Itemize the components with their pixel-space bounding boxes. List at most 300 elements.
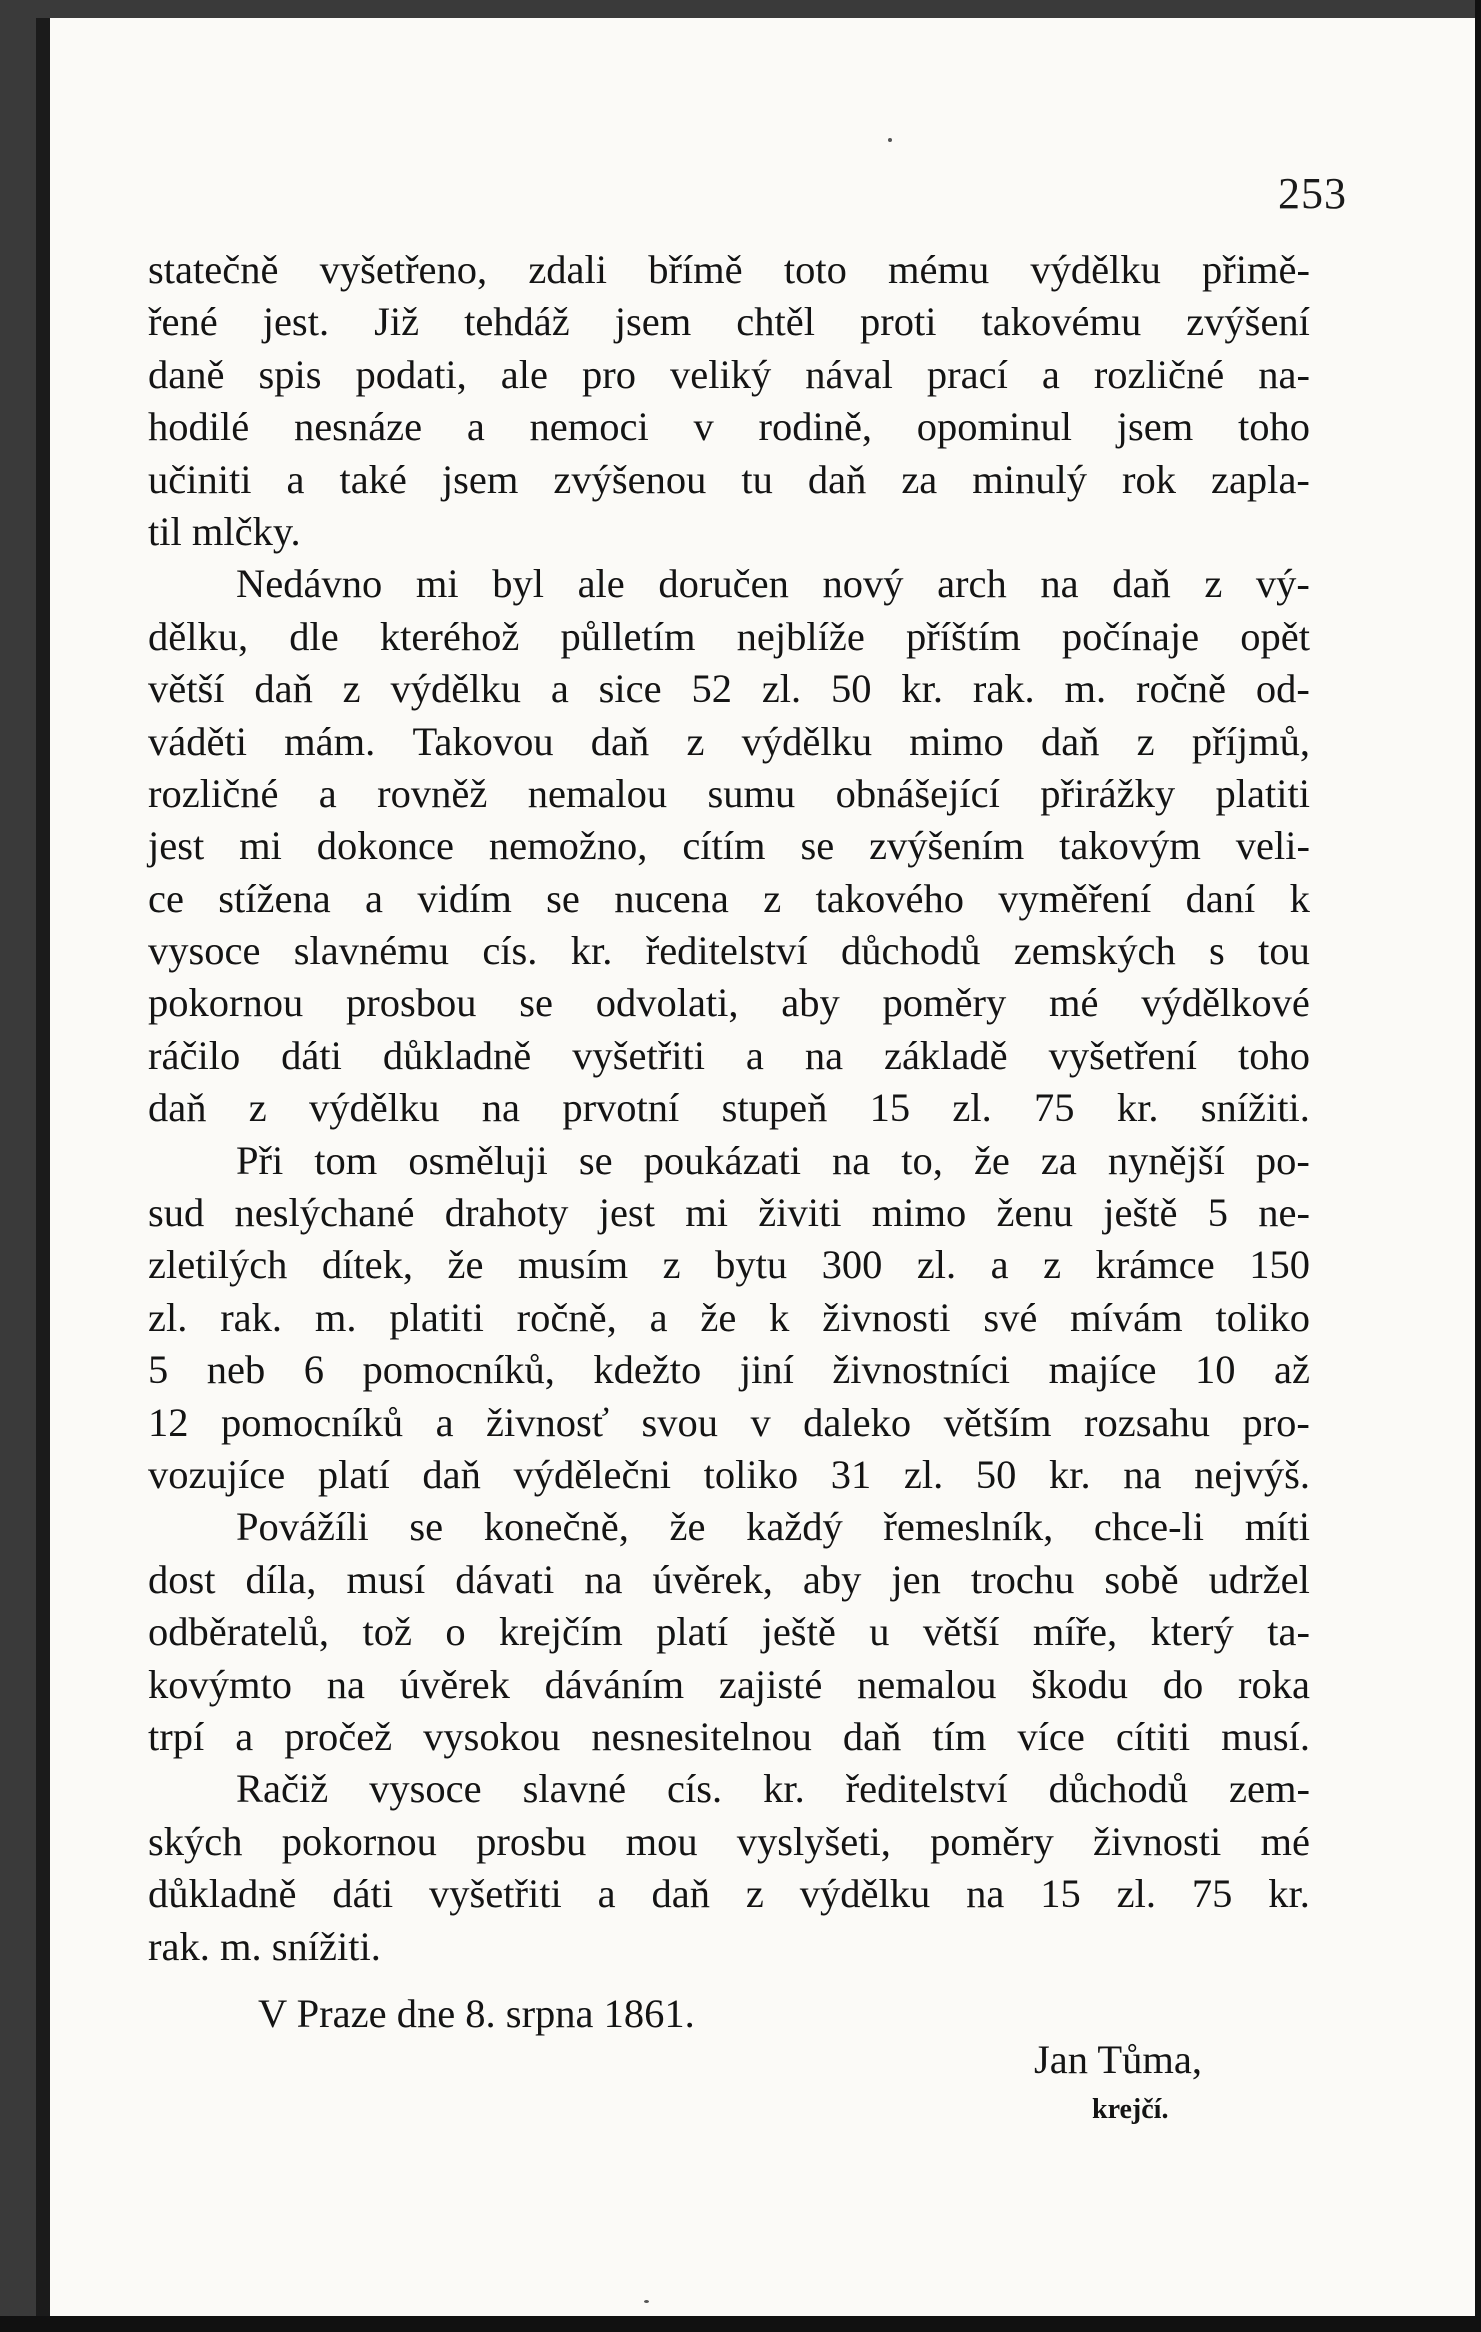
word: také <box>339 456 407 502</box>
word: z <box>662 1242 681 1288</box>
word: řené <box>148 299 218 345</box>
text-line <box>148 611 1310 663</box>
word: toto <box>783 247 847 292</box>
word: vysoce <box>369 1766 482 1812</box>
word: pro- <box>1242 1399 1310 1445</box>
word: ročně <box>1136 666 1226 712</box>
word: odvolati, <box>595 980 739 1026</box>
word: cítím <box>682 823 766 869</box>
word: rozličné <box>1093 351 1225 397</box>
word: ale <box>577 561 625 607</box>
word: krejčím <box>499 1609 623 1655</box>
word: zvýšení <box>1186 299 1310 345</box>
scan-speck <box>644 2300 649 2303</box>
word: ce <box>148 875 184 921</box>
word: příštím <box>905 613 1021 659</box>
word: kdežto <box>593 1347 702 1393</box>
word: z <box>1043 1242 1062 1288</box>
word: prací <box>926 351 1008 397</box>
word: na <box>804 1032 844 1078</box>
word: a <box>597 1871 616 1917</box>
word: na <box>966 1871 1005 1917</box>
word: nemoci <box>529 404 649 450</box>
word: nemožno, <box>488 823 648 869</box>
word: byl <box>492 561 544 607</box>
word: rak. <box>972 666 1035 712</box>
word: 5 <box>148 1347 169 1393</box>
word: musí. <box>1221 1713 1310 1759</box>
word: jsem <box>441 456 519 502</box>
word: podati, <box>355 351 467 397</box>
word: po- <box>1255 1137 1310 1183</box>
word: že <box>669 1504 706 1550</box>
word: nucena <box>614 875 729 921</box>
word: snížiti. <box>1200 1085 1310 1131</box>
word: rok <box>1122 456 1176 502</box>
word: vyšetřiti <box>572 1032 705 1078</box>
word: na <box>1123 1451 1162 1497</box>
word: toliko <box>1215 1294 1310 1340</box>
word: sud <box>148 1190 205 1236</box>
word: tou <box>1258 928 1310 974</box>
word: tom <box>314 1137 378 1183</box>
word: cís. <box>482 928 538 974</box>
word: vyměření <box>998 875 1152 921</box>
word: 12 <box>148 1399 189 1445</box>
word: stížena <box>218 875 331 921</box>
word: a <box>235 1713 254 1759</box>
scan-speck <box>888 138 892 142</box>
word: neb <box>206 1347 266 1393</box>
word: mimo <box>871 1190 967 1236</box>
word: své <box>983 1294 1038 1340</box>
word: se <box>800 823 835 869</box>
word: v <box>750 1399 771 1445</box>
word: rak. <box>220 1294 283 1340</box>
word: do <box>1162 1661 1204 1707</box>
word: větší <box>922 1609 1000 1655</box>
word: tož <box>362 1609 412 1655</box>
word: váděti <box>148 718 247 764</box>
word: svou <box>641 1399 719 1445</box>
word: míti <box>1244 1504 1310 1550</box>
word: pro <box>582 351 636 397</box>
word: nynější <box>1107 1137 1225 1183</box>
word: sice <box>598 666 662 712</box>
word: cítiti <box>1115 1713 1191 1759</box>
word: z <box>1204 561 1223 607</box>
word: musím <box>517 1242 629 1288</box>
word: živnostníci <box>832 1347 1011 1393</box>
word: a <box>435 1399 454 1445</box>
word: rak. <box>148 1923 210 1969</box>
word: z <box>763 875 782 921</box>
word: takovým <box>1059 823 1201 869</box>
word: 75 <box>1191 1871 1233 1917</box>
word: k <box>769 1294 790 1340</box>
word: a <box>318 770 337 816</box>
word: na- <box>1258 351 1310 397</box>
word: Takovou <box>412 718 554 764</box>
word: ta- <box>1267 1609 1310 1655</box>
word: škodu <box>1031 1661 1129 1707</box>
word: k <box>1289 875 1310 921</box>
word: zl. <box>761 666 802 712</box>
text-line <box>148 873 1310 925</box>
word: díla, <box>245 1556 317 1602</box>
word: opět <box>1240 613 1310 659</box>
word: výdělkové <box>1141 980 1310 1026</box>
word: jest <box>598 1190 655 1236</box>
text-line <box>148 1344 1310 1396</box>
word: platí <box>317 1451 390 1497</box>
word: vyšetřeno, <box>319 247 488 292</box>
word: poukázati <box>643 1137 802 1183</box>
word: se <box>546 875 580 921</box>
word: půlletím <box>560 613 696 659</box>
signature-name: Jan Tůma, <box>1034 2037 1202 2082</box>
text-line <box>148 1921 1310 1973</box>
word: daň <box>1112 561 1171 607</box>
word: toho <box>1237 404 1310 450</box>
text-line <box>148 1711 1310 1763</box>
word: ráčilo <box>148 1032 241 1078</box>
body-text <box>148 244 1310 1973</box>
word: ještě <box>1103 1190 1178 1236</box>
word: platiti <box>1215 770 1310 816</box>
word: na <box>832 1137 871 1183</box>
word: arch <box>937 561 1007 607</box>
word: daň <box>651 1871 710 1917</box>
word: mé <box>1260 1818 1310 1864</box>
text-line <box>148 1501 1310 1553</box>
text-line <box>148 1816 1310 1868</box>
word: 75 <box>1034 1085 1075 1131</box>
word: veli- <box>1235 823 1310 869</box>
word: daleko <box>803 1399 912 1445</box>
word: prosbu <box>476 1818 587 1864</box>
word: vidím <box>417 875 512 921</box>
word: bytu <box>715 1242 788 1288</box>
word: z <box>745 1871 764 1917</box>
word: snížiti. <box>271 1923 381 1969</box>
word: a <box>649 1294 668 1340</box>
text-line <box>148 1030 1310 1082</box>
word: daň <box>590 718 650 764</box>
word: větším <box>943 1399 1052 1445</box>
word: 15 <box>1040 1871 1081 1917</box>
word: pokornou <box>281 1818 437 1864</box>
word: dítek, <box>321 1242 414 1288</box>
text-line <box>148 1659 1310 1711</box>
word: spis <box>258 351 322 397</box>
word: mám. <box>284 718 376 764</box>
word: se <box>578 1137 613 1183</box>
word: mívám <box>1070 1294 1183 1340</box>
word: mi <box>239 823 282 869</box>
text-line <box>148 1554 1310 1606</box>
word: prvotní <box>562 1085 680 1131</box>
word: mému <box>887 247 990 292</box>
place-date-line: V Praze dne 8. srpna 1861. <box>258 1991 695 2036</box>
word: dělku, <box>148 613 249 659</box>
word: pokornou <box>148 980 304 1026</box>
word: til <box>148 508 182 554</box>
word: zem- <box>1229 1766 1310 1812</box>
word: stupeň <box>721 1085 828 1131</box>
word: daň <box>254 666 313 712</box>
word: to, <box>901 1137 943 1183</box>
word: který <box>1150 1609 1234 1655</box>
text-line <box>148 454 1310 506</box>
word: na <box>326 1661 365 1707</box>
word: nesnesitelnou <box>591 1713 812 1759</box>
word: od- <box>1255 666 1310 712</box>
word: kr. <box>1268 1871 1310 1917</box>
word: z <box>248 1085 267 1131</box>
word: 31 <box>830 1451 872 1497</box>
word: 15 <box>869 1085 911 1131</box>
word: důkladně <box>382 1032 532 1078</box>
text-line <box>148 925 1310 977</box>
word: z <box>1136 718 1155 764</box>
word: vozujíce <box>148 1451 286 1497</box>
word: Povážíli <box>236 1504 369 1550</box>
text-line <box>148 1868 1310 1920</box>
word: 50 <box>975 1451 1017 1497</box>
word: příjmů, <box>1191 718 1310 764</box>
word: učiniti <box>148 456 252 502</box>
word: z <box>342 666 361 712</box>
word: jen <box>891 1556 941 1602</box>
word: zemských <box>1013 928 1176 974</box>
word: s <box>1209 928 1225 974</box>
word: mi <box>685 1190 728 1236</box>
word: 5 <box>1207 1190 1228 1236</box>
word: a <box>286 456 305 502</box>
word: se <box>409 1504 444 1550</box>
word: m. <box>1064 666 1107 712</box>
text-line <box>148 401 1310 453</box>
word: toho <box>1237 1032 1310 1078</box>
word: m. <box>314 1294 357 1340</box>
word: tu <box>741 456 773 502</box>
word: aby <box>802 1556 862 1602</box>
word: obnášející <box>835 770 1000 816</box>
word: daně <box>148 351 225 397</box>
text-line <box>148 1397 1310 1449</box>
word: daní <box>1185 875 1256 921</box>
word: sumu <box>707 770 796 816</box>
word: dáti <box>281 1032 342 1078</box>
word: nejblíže <box>736 613 865 659</box>
word: kteréhož <box>379 613 520 659</box>
word: kr. <box>1048 1451 1091 1497</box>
word: zl. <box>903 1451 944 1497</box>
word: a <box>550 666 569 712</box>
word: zl. <box>952 1085 992 1131</box>
text-line <box>148 663 1310 715</box>
word: zvýšením <box>869 823 1025 869</box>
word: nemalou <box>527 770 668 816</box>
word: kr. <box>1116 1085 1159 1131</box>
word: a <box>990 1242 1009 1288</box>
scan-edge-bottom <box>0 2316 1481 2332</box>
word: konečně, <box>483 1504 629 1550</box>
word: trpí <box>148 1713 205 1759</box>
word: zl. <box>916 1242 957 1288</box>
word: 52 <box>691 666 732 712</box>
word: cís. <box>667 1766 723 1812</box>
word: osměluji <box>408 1137 548 1183</box>
text-line <box>148 1135 1310 1187</box>
word: nový <box>822 561 904 607</box>
text-line <box>148 296 1310 348</box>
word: rodině, <box>758 404 873 450</box>
word: kr. <box>570 928 613 974</box>
word: roka <box>1237 1661 1310 1707</box>
word: živnosť <box>486 1399 610 1445</box>
word: poměry <box>930 1818 1054 1864</box>
word: nesnáze <box>293 404 423 450</box>
word: živnosti <box>822 1294 951 1340</box>
word: mimo <box>909 718 1004 764</box>
word: daň <box>1041 718 1100 764</box>
word: až <box>1274 1347 1310 1393</box>
word: daň <box>807 456 867 502</box>
word: rozsahu <box>1084 1399 1210 1445</box>
word: proti <box>859 299 937 345</box>
word: m. <box>219 1923 262 1969</box>
word: vyšetřiti <box>428 1871 562 1917</box>
word: ale <box>500 351 549 397</box>
word: za <box>901 456 938 502</box>
text-line <box>148 349 1310 401</box>
word: výdělečni <box>513 1451 671 1497</box>
word: zdali <box>528 247 608 292</box>
word: 10 <box>1195 1347 1236 1393</box>
word: musí <box>346 1556 426 1602</box>
word: rovněž <box>377 770 488 816</box>
word: udržel <box>1208 1556 1310 1602</box>
word: takového <box>815 875 964 921</box>
word: kovýmto <box>148 1661 293 1707</box>
word: větší <box>148 666 225 712</box>
word: nemalou <box>857 1661 997 1707</box>
word: zl. <box>148 1294 188 1340</box>
word: zajisté <box>718 1661 823 1707</box>
word: výdělku <box>799 1871 931 1917</box>
word: důchodů <box>840 928 981 974</box>
word: a <box>745 1032 764 1078</box>
word: 50 <box>831 666 872 712</box>
word: tím <box>932 1713 987 1759</box>
word: daň <box>422 1451 481 1497</box>
word: platí <box>656 1609 729 1655</box>
signature-occupation: krejčí. <box>1092 2094 1169 2125</box>
word: že <box>447 1242 484 1288</box>
word: takovému <box>981 299 1142 345</box>
word: dost <box>148 1556 216 1602</box>
word: nával <box>805 351 893 397</box>
text-line <box>148 820 1310 872</box>
word: jsem <box>1116 404 1194 450</box>
word: 150 <box>1249 1242 1310 1288</box>
word: Při <box>236 1137 284 1183</box>
word: platiti <box>389 1294 484 1340</box>
word: dáváním <box>544 1661 685 1707</box>
word: daň <box>842 1713 902 1759</box>
word: ských <box>148 1818 243 1864</box>
word: nejvýš. <box>1194 1451 1310 1497</box>
word: hodilé <box>148 404 250 450</box>
word: každý <box>746 1504 843 1550</box>
word: doručen <box>658 561 789 607</box>
word: na <box>1040 561 1079 607</box>
text-line <box>148 1239 1310 1291</box>
word: úvěrek, <box>652 1556 773 1602</box>
word: pročež <box>284 1713 393 1759</box>
text-line <box>148 558 1310 610</box>
word: přimě- <box>1202 247 1310 292</box>
scan-edge-right <box>1475 0 1481 2332</box>
word: ředitelství <box>845 1766 1008 1812</box>
text-line <box>148 1606 1310 1658</box>
word: dle <box>289 613 339 659</box>
word: chce-li <box>1093 1504 1205 1550</box>
word: úvěrek <box>399 1661 510 1707</box>
word: ředitelství <box>645 928 808 974</box>
word: více <box>1017 1713 1085 1759</box>
word: zletilých <box>148 1242 288 1288</box>
word: jest <box>148 823 205 869</box>
word: živiti <box>758 1190 842 1236</box>
word: Nedávno <box>236 561 383 607</box>
word: za <box>1040 1137 1077 1183</box>
word: a <box>1041 351 1060 397</box>
page-number: 253 <box>1278 169 1347 218</box>
word: sobě <box>1104 1556 1179 1602</box>
word: dávati <box>455 1556 555 1602</box>
word: krámce <box>1095 1242 1215 1288</box>
word: důchodů <box>1048 1766 1189 1812</box>
word: břímě <box>648 247 743 292</box>
word: poměry <box>882 980 1007 1026</box>
word: počínaje <box>1061 613 1200 659</box>
word: u <box>869 1609 890 1655</box>
word: pomocníků <box>220 1399 404 1445</box>
word: výdělku <box>741 718 873 764</box>
word: na <box>584 1556 623 1602</box>
word: zvýšenou <box>553 456 707 502</box>
word: že <box>700 1294 737 1340</box>
text-line <box>148 1763 1310 1815</box>
word: Račiž <box>236 1766 329 1812</box>
word: dokonce <box>316 823 454 869</box>
word: toliko <box>703 1451 799 1497</box>
word: ženu <box>996 1190 1073 1236</box>
word: v <box>693 404 714 450</box>
word: pomocníků, <box>362 1347 555 1393</box>
text-line <box>148 1082 1310 1134</box>
word: míře, <box>1032 1609 1118 1655</box>
word: na <box>481 1085 521 1131</box>
word: jsem <box>614 299 692 345</box>
word: trochu <box>970 1556 1075 1602</box>
text-line <box>148 977 1310 1029</box>
word: ročně, <box>516 1294 617 1340</box>
word: řemeslník, <box>883 1504 1054 1550</box>
